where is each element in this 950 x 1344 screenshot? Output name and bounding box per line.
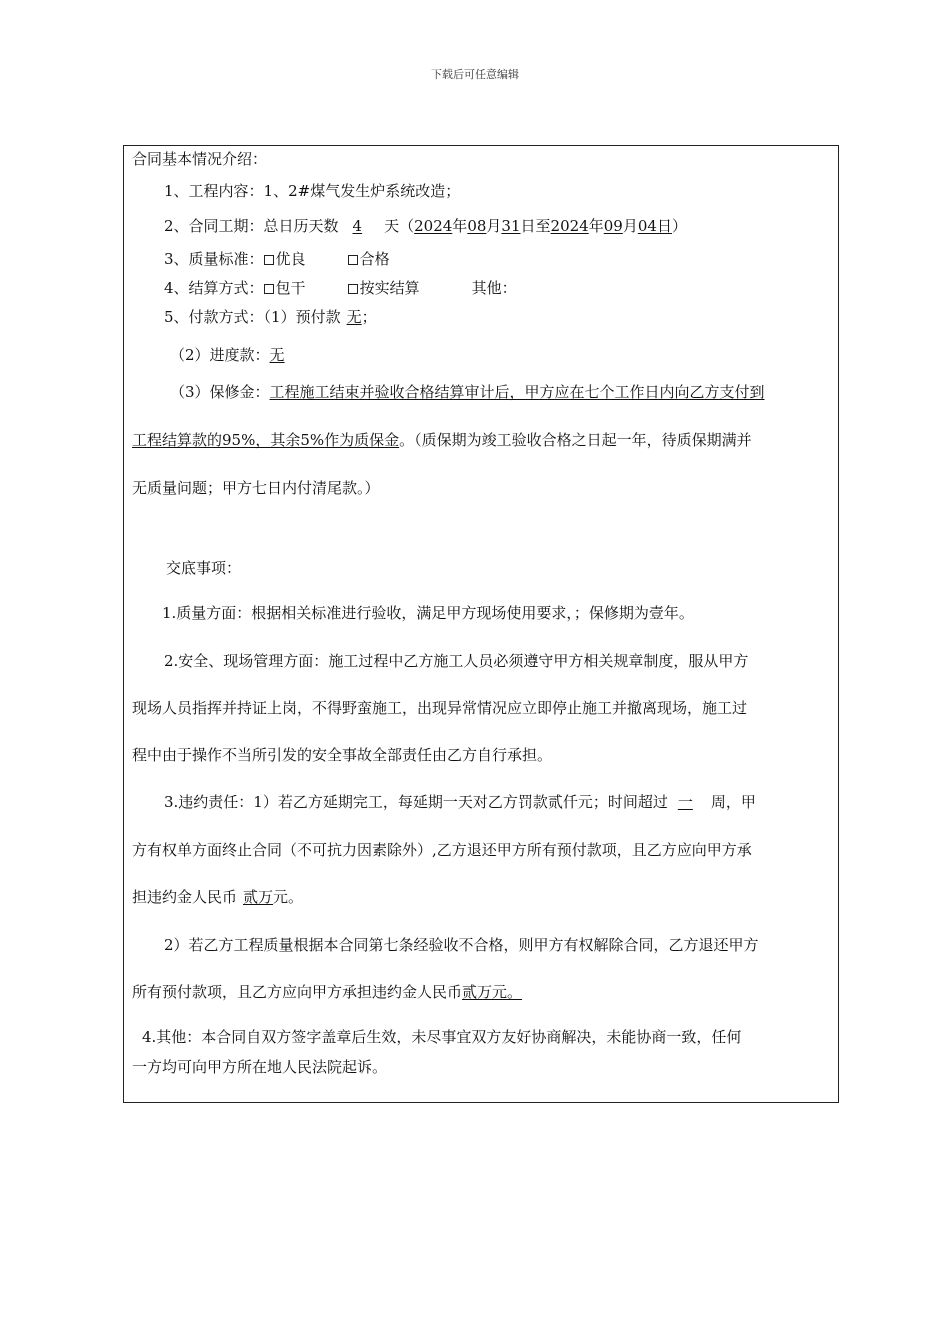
progress-value: 无 [269, 346, 285, 364]
end-day-suffix: 日 [656, 217, 672, 235]
payment-tail: ； [361, 308, 377, 326]
start-month-suffix: 月 [486, 217, 502, 235]
end-year: 2024 [550, 217, 589, 235]
progress-payment-line [170, 345, 285, 365]
breach-weeks: 一 [677, 793, 693, 811]
advance-payment-value: 无 [346, 308, 362, 326]
period-unit: 天（ [384, 217, 415, 235]
quality-label: 3、质量标准： [164, 250, 264, 268]
warranty-line-1 [170, 382, 765, 402]
work-content-label: 1、工程内容： [164, 182, 264, 200]
start-year-suffix: 年 [452, 217, 468, 235]
handover-quality-breach-line-2 [132, 982, 522, 1002]
breach-text-b: 周，甲 [710, 793, 756, 811]
handover-safety-line-2: 现场人员指挥并持证上岗，不得野蛮施工，出现异常情况应立即停止施工并撤离现场，施工过 [132, 699, 748, 717]
period-days: 4 [352, 217, 363, 235]
quality-opt-excellent: 优良 [275, 250, 306, 268]
quality-breach-amount: 贰万元。 [462, 983, 523, 1001]
settlement-line [164, 278, 517, 298]
handover-safety-line-1: 2.安全、现场管理方面：施工过程中乙方施工人员必须遵守甲方相关规章制度，服从甲方 [164, 652, 749, 670]
quality-opt-qualified: 合格 [359, 250, 390, 268]
start-year: 2024 [414, 217, 453, 235]
warranty-text-2: 。（质保期为竣工验收合格之日起一年，待质保期满并 [399, 431, 752, 449]
handover-quality: 1.质量方面：根据相关标准进行验收，满足甲方现场使用要求，；保修期为壹年。 [162, 604, 694, 622]
end-year-suffix: 年 [588, 217, 604, 235]
section-title: 合同基本情况介绍： [132, 150, 268, 168]
start-month: 08 [467, 217, 487, 235]
breach-text-a: 3.违约责任：1）若乙方延期完工，每延期一天对乙方罚款贰仟元；时间超过 [164, 793, 668, 811]
quality-standard-line [164, 249, 390, 269]
settlement-opt-actual: 按实结算 [359, 279, 420, 297]
end-month-suffix: 月 [622, 217, 638, 235]
contract-box [123, 145, 839, 1103]
settlement-opt-lump-sum: 包干 [275, 279, 306, 297]
handover-quality-breach-line-1: 2）若乙方工程质量根据本合同第七条经验收不合格，则甲方有权解除合同，乙方退还甲方 [164, 936, 759, 954]
warranty-text-2-underlined: 工程结算款的95%，其余5%作为质保金 [132, 431, 400, 449]
checkbox-lump-sum-icon[interactable] [264, 284, 274, 294]
warranty-line-2 [132, 430, 752, 450]
settlement-label: 4、结算方式： [164, 279, 264, 297]
handover-other-line-2: 一方均可向甲方所在地人民法院起诉。 [132, 1058, 388, 1076]
handover-safety-line-3: 程中由于操作不当所引发的安全事故全部责任由乙方自行承担。 [132, 746, 553, 764]
start-day: 31 [501, 217, 521, 235]
warranty-label: （3）保修金： [170, 383, 270, 401]
start-day-suffix: 日至 [520, 217, 551, 235]
period-close: ） [671, 217, 687, 235]
warranty-text-1: 工程施工结束并验收合格结算审计后，甲方应在七个工作日内向乙方支付到 [269, 383, 765, 401]
checkbox-excellent-icon[interactable] [264, 255, 274, 265]
progress-label: （2）进度款： [170, 346, 270, 364]
checkbox-qualified-icon[interactable] [348, 255, 358, 265]
checkbox-actual-icon[interactable] [348, 284, 358, 294]
settlement-other: 其他： [471, 279, 517, 297]
payment-label: 5、付款方式：（1）预付款 [164, 308, 341, 326]
handover-breach-line-2: 方有权单方面终止合同（不可抗力因素除外）,乙方退还甲方所有预付款项，且乙方应向甲方承 [132, 841, 752, 859]
handover-other-line-1: 4.其他：本合同自双方签字盖章后生效，未尽事宜双方友好协商解决，未能协商一致，任何 [142, 1028, 742, 1046]
page-header-note: 下载后可任意编辑 [431, 68, 519, 81]
handover-breach-line-3 [132, 887, 303, 907]
end-day: 04 [637, 217, 657, 235]
quality-breach-text: 所有预付款项，且乙方应向甲方承担违约金人民币 [132, 983, 463, 1001]
handover-breach-line-1 [164, 792, 756, 812]
end-month: 09 [603, 217, 623, 235]
work-content-value: 1、2#煤气发生炉系统改造； [263, 182, 461, 200]
period-label: 2、合同工期：总日历天数 [164, 217, 339, 235]
breach-penalty-amount: 贰万 [243, 888, 274, 906]
warranty-line-3: 无质量问题；甲方七日内付清尾款。） [132, 479, 380, 497]
handover-title: 交底事项： [166, 559, 242, 577]
breach-penalty-unit: 元。 [273, 888, 304, 906]
contract-period-line [164, 216, 687, 236]
payment-method-line [164, 307, 377, 327]
work-content-line [164, 181, 460, 201]
breach-penalty-label: 担违约金人民币 [132, 888, 238, 906]
